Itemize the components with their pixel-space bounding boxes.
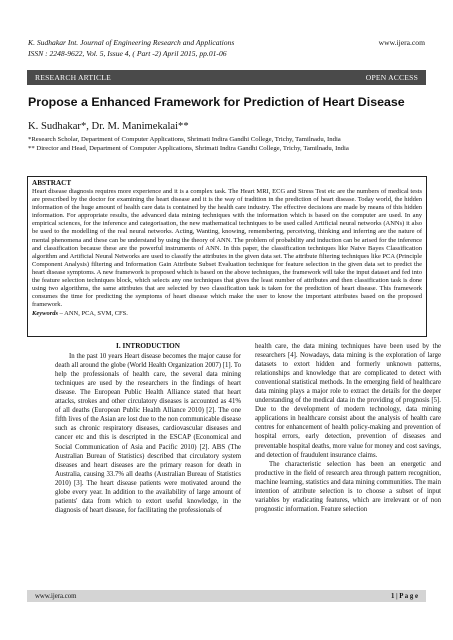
issn-line: ISSN : 2248-9622, Vol. 5, Issue 4, ( Part -2) April 2015, pp.01-06 — [28, 49, 227, 58]
research-article-label: RESEARCH ARTICLE — [35, 73, 111, 82]
paper-title: Propose a Enhanced Framework for Prediction of Heart Disease — [28, 95, 405, 109]
keywords-label: Keywords — [32, 309, 58, 317]
article-banner — [27, 70, 426, 85]
left-column — [55, 342, 241, 582]
journal-name: K. Sudhakar Int. Journal of Engineering Research and Applications — [28, 38, 235, 47]
affiliation-2: ** Director and Head, Department of Computer Applications, Shrimati Indira Gandhi College, Trichy, Tamilnadu, India — [28, 144, 349, 152]
footer-site: www.ijera.com — [35, 592, 77, 600]
affiliation-1: *Research Scholar, Department of Computer Applications, Shrimati Indira Gandhi College, Trichy, Tamilnadu, India — [28, 136, 341, 143]
page-footer — [27, 590, 426, 602]
keywords-line — [32, 310, 422, 318]
right-column — [255, 342, 441, 582]
open-access-label: OPEN ACCESS — [365, 73, 418, 82]
paper-authors: K. Sudhakar*, Dr. M. Manimekalai** — [28, 121, 189, 132]
page-number: 1 | P a g e — [391, 592, 418, 600]
journal-site: www.ijera.com — [378, 38, 425, 47]
abstract-box — [27, 176, 427, 337]
intro-paragraph-2: health care, the data mining techniques have been used by the researchers [4]. Nowadays, data mining is the exploration of large datasets to extort hidden and formerly unknown patterns, relationships and knowledge that are complicated to detect with conventional statistical methods. In the emerging field of healthcare data mining plays a major role to extract the details for the deeper understanding of the medical data in the providing of prognosis [5]. Due to the development of modern technology, data mining applications in healthcare consist about the analysis of health care centres for enhancement of health policy-making and prevention of hospital errors, early detection, prevention of diseases and preventable hospital deaths, more value for money and cost savings, and detection of fraudulent insurance claims. — [255, 343, 441, 459]
intro-paragraph-3: The characteristic selection has been an energetic and productive in the field of research area through pattern recognition, machine learning, statistics and data mining communities. The main intention of attribute selection is to choose a subset of input variables by eradicating features, which are irrelevant or of non prognostic information. Feature selection — [255, 460, 441, 513]
section-heading: I. INTRODUCTION — [116, 342, 180, 350]
abstract-heading: ABSTRACT — [32, 179, 72, 187]
running-header — [28, 37, 425, 59]
affiliations — [28, 136, 427, 154]
abstract-text: Heart disease diagnosis requires more experience and it is a complex task. The Heart MRI, ECG and Stress Test etc are the numbers of medical tests are prescribed by the doctor for examining the heart disease and it is the way of tradition in the prediction of heart disease. Today world, the hidden information of the huge amount of health care data is contained by the health care industry. The effective decisions are made by means of this hidden information. For appropriate results, the advanced data mining techniques with the information which is based on the computer are used. In any empirical sciences, for the inference and categorisation, the new mathematical techniques to be used called Artificial neural networks (ANNs) it also be used to the modelling of the real neural networks. Acting, Wanting, knowing, remembering, perceiving, thinking and inferring are the nature of mental phenomena and these can be understand by using the theory of ANN. The problem of probability and induction can be arised for the inference and classification because these are the powerful instruments of ANN. In this paper, the classification techniques like Naive Bayes Classification algorithm and Artificial Neural Networks are used to classify the attributes in the given data set. The attribute filtering techniques like PCA (Principle Component Analysis) filtering and Information Gain Attribute Subset Evaluation technique for feature selection in the given data set to predict the heart disease symptoms. A new framework is proposed which is based on the above techniques, the framework will take the input dataset and fed into the feature selection techniques block, which selects any one techniques that gives the least number of attributes and then classification task is done using two algorithms, the same attributes that are selected by two classification task is taken for the prediction of heart disease. This framework consumes the time for predicting the symptoms of heart disease which make the user to know the important attributes based on the proposed framework. — [32, 188, 422, 309]
keywords-text: – ANN, PCA, SVM, CFS. — [58, 309, 128, 317]
intro-paragraph-1: In the past 10 years Heart disease becomes the major cause for death all around the globe (World Health Organization 2007) [1]. To help the professionals of health care, the several data mining techniques are used by the researchers in the findings of heart disease. The European Public Health Alliance stated that heart attacks, strokes and other circulatory diseases is accounted as 41% of all deaths (European Public Health Alliance 2010) [2]. The one fifth lives of the Asian are lost due to the non communicable disease such as chronic respiratory diseases, cardiovascular diseases and cancer etc and this is descripted in the ESCAP (Economical and Social Communication of Asia and Pacific 2010) [2]. ABS (The Australian Bureau of Statistics) described that circulatory system diseases and heart diseases are the primary reason for death in Australia, causing 33.7% all deaths (Australian Bureau of Statistics 2010) [3]. The heart disease patients were motivated around the globe every year. In addition to the availability of large amount of patients' data from which to extort useful knowledge, in the diagnosis of heart disease, for facilitating the professionals of — [55, 353, 241, 514]
